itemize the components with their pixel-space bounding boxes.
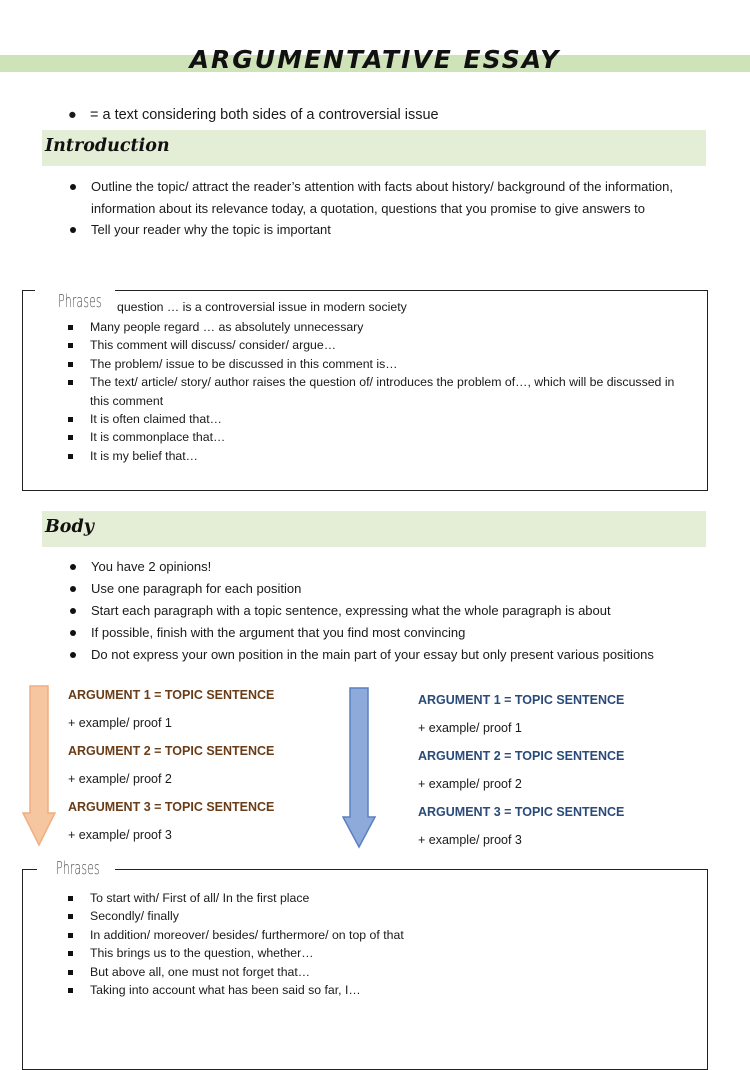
list-item: Use one paragraph for each position [68, 578, 718, 600]
definition-text: = a text considering both sides of a controversial issue [90, 107, 439, 123]
box-top-border [23, 290, 35, 291]
argument-proof: + example/ proof 3 [68, 828, 172, 842]
body-band [42, 511, 706, 547]
list-item: Do not express your own position in the main part of your essay but only present various positions [68, 644, 718, 666]
list-item: Outline the topic/ attract the reader’s attention with facts about history/ background of the information, information about its relevance today, a quotation, questions that you promise to give answers to [68, 176, 708, 219]
body-phrases-label: Phrases [56, 858, 100, 879]
list-item: You have 2 opinions! [68, 556, 718, 578]
introduction-bullets [68, 176, 708, 241]
orange-down-arrow-icon [22, 685, 56, 847]
list-item: Many people regard … as absolutely unnecessary [66, 318, 696, 336]
introduction-phrases-label: Phrases [58, 291, 102, 312]
right-arguments [418, 690, 624, 858]
argument-heading: ARGUMENT 3 = TOPIC SENTENCE [68, 800, 275, 814]
left-arguments [68, 685, 274, 853]
list-item: It is often claimed that… [66, 410, 696, 428]
body-heading: Body [45, 517, 94, 537]
argument-proof: + example/ proof 1 [68, 716, 172, 730]
argument-proof: + example/ proof 2 [68, 772, 172, 786]
argument-proof: + example/ proof 3 [418, 833, 522, 847]
list-item: Secondly/ finally [66, 907, 696, 925]
body-phrases-list [66, 889, 696, 999]
box-top-border [115, 290, 707, 291]
introduction-phrases-list [66, 318, 696, 465]
list-item: This comment will discuss/ consider/ argue… [66, 336, 696, 354]
phrases-first-line: question … is a controversial issue in modern society [117, 300, 407, 314]
blue-down-arrow-icon [342, 687, 376, 849]
list-item: It is my belief that… [66, 447, 696, 465]
argument-heading: ARGUMENT 2 = TOPIC SENTENCE [68, 744, 275, 758]
introduction-heading: Introduction [45, 136, 170, 156]
box-top-border [23, 869, 37, 870]
list-item: Start each paragraph with a topic sentence, expressing what the whole paragraph is about [68, 600, 718, 622]
list-item: If possible, finish with the argument that you find most convincing [68, 622, 718, 644]
list-item: The text/ article/ story/ author raises the question of/ introduces the problem of…, which will be discussed in this comment [66, 373, 696, 410]
list-item: In addition/ moreover/ besides/ furthermore/ on top of that [66, 926, 696, 944]
list-item: But above all, one must not forget that… [66, 963, 696, 981]
argument-heading: ARGUMENT 2 = TOPIC SENTENCE [418, 749, 625, 763]
list-item: To start with/ First of all/ In the first place [66, 889, 696, 907]
list-item: Tell your reader why the topic is important [68, 219, 708, 241]
argument-heading: ARGUMENT 1 = TOPIC SENTENCE [418, 693, 625, 707]
definition-line [68, 107, 439, 123]
list-item: It is commonplace that… [66, 428, 696, 446]
argument-proof: + example/ proof 2 [418, 777, 522, 791]
list-item: The problem/ issue to be discussed in this comment is… [66, 355, 696, 373]
box-top-border [115, 869, 707, 870]
bullet-dot-icon: ● [68, 107, 77, 123]
argument-heading: ARGUMENT 1 = TOPIC SENTENCE [68, 688, 275, 702]
argument-proof: + example/ proof 1 [418, 721, 522, 735]
list-item: This brings us to the question, whether… [66, 944, 696, 962]
list-item: Taking into account what has been said so far, I… [66, 981, 696, 999]
body-bullets [68, 556, 718, 666]
argument-heading: ARGUMENT 3 = TOPIC SENTENCE [418, 805, 625, 819]
page-title: ARGUMENTATIVE ESSAY [189, 45, 561, 74]
